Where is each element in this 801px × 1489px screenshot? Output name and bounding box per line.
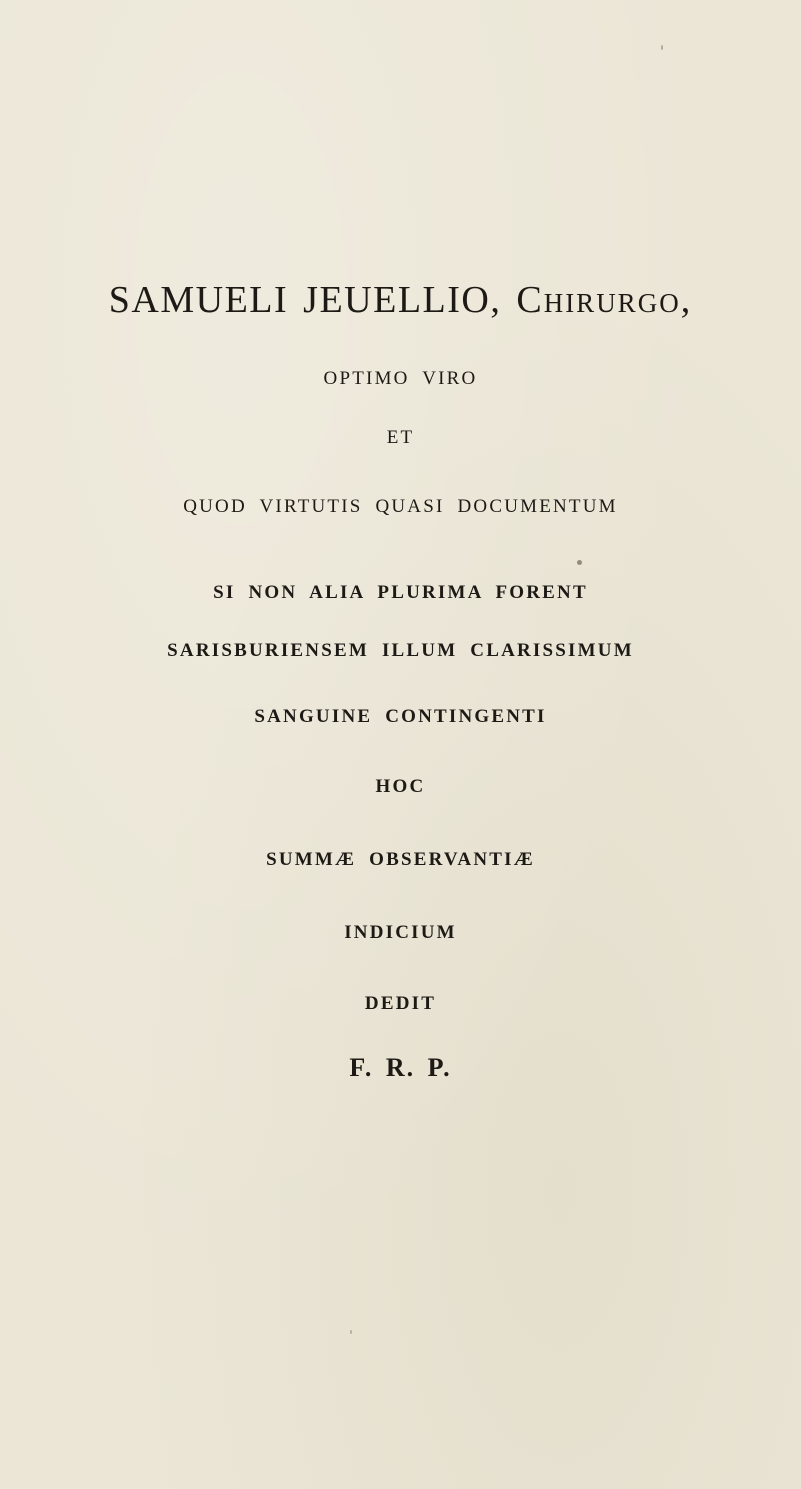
line-optimo-viro: OPTIMO VIRO: [323, 368, 478, 389]
line-indicium: INDICIUM: [344, 922, 457, 943]
line-quod-virtutis: QUOD VIRTUTIS QUASI DOCUMENTUM: [183, 496, 618, 517]
line-sarisburiensem: SARISBURIENSEM ILLUM CLARISSIMUM: [167, 640, 634, 661]
paper-speck: [661, 45, 663, 50]
line-summae: SUMMÆ OBSERVANTIÆ: [266, 849, 535, 870]
paper-speck: [350, 1330, 352, 1334]
paper-speck: [577, 560, 582, 565]
line-dedit: DEDIT: [364, 993, 437, 1014]
line-si-non-alia: SI NON ALIA PLURIMA FORENT: [213, 582, 588, 603]
dedicatee-name: SAMUELI JEUELLIO,: [108, 279, 502, 321]
dedication-title: [0, 278, 801, 322]
line-hoc: HOC: [375, 776, 426, 797]
signature-initials: F. R. P.: [349, 1053, 452, 1082]
line-sanguine: SANGUINE CONTINGENTI: [254, 706, 547, 727]
line-et: ET: [386, 427, 415, 448]
dedicatee-role: Chirurgo,: [516, 279, 693, 321]
